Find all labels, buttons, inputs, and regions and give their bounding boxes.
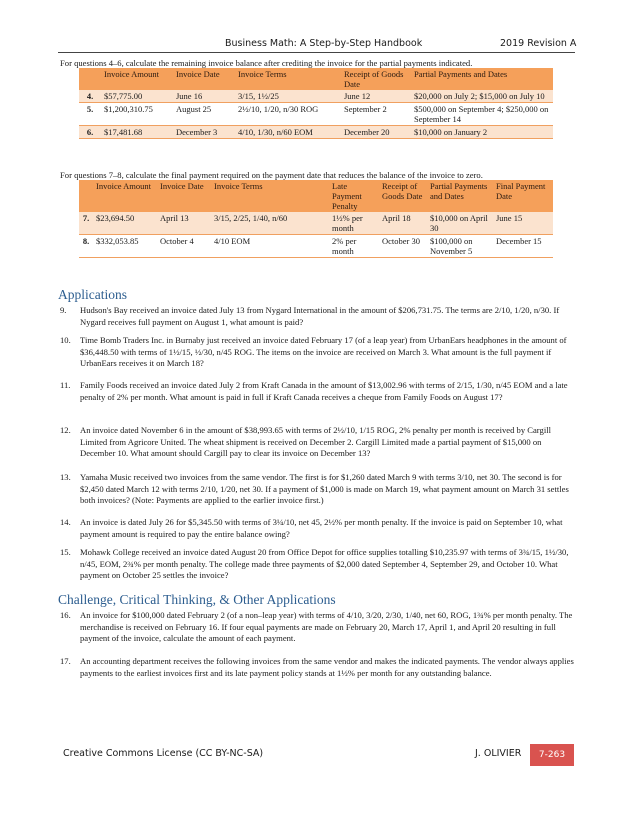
- question-text: Time Bomb Traders Inc. in Burnaby just received an invoice dated February 17 (of a leap year) from UrbanEars headphones in the amount of $36,448.50 with terms of 1½/15, ½/30, n/45 ROG. The items on the invoice are received on March 3. What amount is the full payment if UrbanEars receives it on March 18?: [80, 335, 567, 368]
- row-number: 8.: [79, 235, 93, 258]
- invoice-amount: $332,053.85: [93, 235, 157, 258]
- table1-intro: For questions 4–6, calculate the remaining invoice balance after crediting the invoice for the partial payments indicated.: [60, 58, 473, 68]
- question-item: [60, 656, 575, 679]
- col-invoice-date: Invoice Date: [157, 180, 211, 212]
- invoice-amount: $57,775.00: [101, 90, 173, 103]
- invoice-terms: 2½/10, 1/20, n/30 ROG: [235, 103, 341, 126]
- question-text: Mohawk College received an invoice dated August 20 from Office Depot for office supplies totalling $10,235.97 with terms of 3¾/15, 1½/30, n/45, EOM, 2¾% per month penalty. The college made three payments of $2,000 dated September 4, September 29, and October 10. What payment on October 25 settles the invoice?: [80, 547, 569, 580]
- license-text: Creative Commons License (CC BY-NC-SA): [63, 748, 264, 759]
- col-invoice-amount: Invoice Amount: [101, 68, 173, 90]
- section-title-challenge: Challenge, Critical Thinking, & Other Applications: [58, 592, 336, 607]
- partial-payments: $10,000 on January 2: [411, 126, 553, 139]
- section-title-applications: Applications: [58, 287, 127, 302]
- question-number: 15.: [60, 547, 71, 557]
- question-text: Family Foods received an invoice dated July 2 from Kraft Canada in the amount of $13,002.96 with terms of 2/15, 1/30, n/45 EOM and a late penalty of 2% per month. What amount is paid in full if Kraft Canada receives a cheque from Family Foods on August 17?: [80, 380, 568, 402]
- row-number: 4.: [79, 90, 101, 103]
- question-item: [60, 517, 575, 540]
- col-partial-payments: Partial Payments and Dates: [411, 68, 553, 90]
- table2-header-row: [79, 180, 553, 212]
- col-partial-payments: Partial Payments and Dates: [427, 180, 493, 212]
- col-invoice-terms: Invoice Terms: [211, 180, 329, 212]
- invoice-date: April 13: [157, 212, 211, 235]
- invoice-amount: $23,694.50: [93, 212, 157, 235]
- question-number: 13.: [60, 472, 71, 482]
- receipt-date: December 20: [341, 126, 411, 139]
- question-item: [60, 425, 575, 460]
- partial-payments: $100,000 on November 5: [427, 235, 493, 258]
- question-text: An invoice is dated July 26 for $5,345.50 with terms of 3¼/10, net 45, 2½% per month penalty. If the invoice is paid on September 10, what payment amount is required to pay the entire balance owing?: [80, 517, 563, 539]
- question-item: [60, 547, 575, 582]
- receipt-date: June 12: [341, 90, 411, 103]
- col-invoice-date: Invoice Date: [173, 68, 235, 90]
- invoice-date: August 25: [173, 103, 235, 126]
- row-number: 6.: [79, 126, 101, 139]
- invoice-table-2: [79, 180, 553, 258]
- col-late-penalty: Late Payment Penalty: [329, 180, 379, 212]
- row-number: 7.: [79, 212, 93, 235]
- question-number: 12.: [60, 425, 71, 435]
- table-row: [79, 126, 553, 139]
- final-payment-date: December 15: [493, 235, 553, 258]
- final-payment-date: June 15: [493, 212, 553, 235]
- question-text: An accounting department receives the following invoices from the same vendor and makes the indicated payments. The vendor always applies payments to the earliest invoices first and its late payment policy stands at 1½% per month for any outstanding balance.: [80, 656, 574, 678]
- question-item: [60, 380, 575, 403]
- col-num: [79, 68, 101, 90]
- author-name: J. OLIVIER: [475, 748, 522, 759]
- revision-label: 2019 Revision A: [500, 38, 577, 49]
- invoice-date: June 16: [173, 90, 235, 103]
- invoice-terms: 4/10 EOM: [211, 235, 329, 258]
- book-title: Business Math: A Step-by-Step Handbook: [225, 38, 423, 49]
- question-number: 17.: [60, 656, 71, 666]
- col-num: [79, 180, 93, 212]
- question-number: 9.: [60, 305, 67, 315]
- table-row: [79, 212, 553, 235]
- question-text: An invoice dated November 6 in the amount of $38,993.65 with terms of 2½/10, 1/15 ROG, 2% penalty per month is received by Cargill Limited from Agricore United. The wheat shipment is received on December 2. Cargill Limited made a partial payment of $15,000 on December 10. What amount should Cargill pay to clear its invoice on December 13?: [80, 425, 551, 458]
- invoice-amount: $17,481.68: [101, 126, 173, 139]
- invoice-date: October 4: [157, 235, 211, 258]
- receipt-date: April 18: [379, 212, 427, 235]
- table-row: [79, 103, 553, 126]
- col-invoice-amount: Invoice Amount: [93, 180, 157, 212]
- row-number: 5.: [79, 103, 101, 126]
- question-number: 14.: [60, 517, 71, 527]
- question-text: Yamaha Music received two invoices from the same vendor. The first is for $1,260 dated March 9 with terms 3/10, net 30. The second is for $2,450 dated March 12 with terms 2/10, 1/20, net 30. If a payment of $1,000 is made on March 19, what payment amount on March 31 settles both invoices? (Note: Payments are applied to the earlier invoice first.): [80, 472, 569, 505]
- invoice-terms: 4/10, 1/30, n/60 EOM: [235, 126, 341, 139]
- invoice-terms: 3/15, 1½/25: [235, 90, 341, 103]
- late-penalty: 1½% per month: [329, 212, 379, 235]
- question-item: [60, 610, 575, 645]
- page-header: [0, 38, 630, 52]
- col-final-payment-date: Final Payment Date: [493, 180, 553, 212]
- col-invoice-terms: Invoice Terms: [235, 68, 341, 90]
- receipt-date: October 30: [379, 235, 427, 258]
- table2-intro: For questions 7–8, calculate the final payment required on the payment date that reduces the balance of the invoice to zero.: [60, 170, 483, 180]
- col-receipt-date: Receipt of Goods Date: [341, 68, 411, 90]
- col-receipt-date: Receipt of Goods Date: [379, 180, 427, 212]
- question-item: [60, 335, 575, 370]
- invoice-date: December 3: [173, 126, 235, 139]
- table-row: [79, 90, 553, 103]
- receipt-date: September 2: [341, 103, 411, 126]
- header-rule: [58, 52, 575, 53]
- question-text: An invoice for $100,000 dated February 2 (of a non–leap year) with terms of 4/10, 3/20, 2/30, 1/40, net 60, ROG, 1¾% per month penalty. The merchandise is received on February 16. If four equal payments are made on February 20, March 17, April 1, and April 20 resulting in full payment of the invoice, calculate the amount of each payment.: [80, 610, 573, 643]
- invoice-terms: 3/15, 2/25, 1/40, n/60: [211, 212, 329, 235]
- invoice-table-1: [79, 68, 553, 139]
- question-number: 16.: [60, 610, 71, 620]
- question-number: 11.: [60, 380, 71, 390]
- page-footer: [0, 744, 630, 768]
- table1-header-row: [79, 68, 553, 90]
- question-number: 10.: [60, 335, 71, 345]
- partial-payments: $20,000 on July 2; $15,000 on July 10: [411, 90, 553, 103]
- invoice-amount: $1,200,310.75: [101, 103, 173, 126]
- page-number-badge: 7-263: [530, 744, 574, 766]
- table-row: [79, 235, 553, 258]
- question-item: [60, 305, 575, 328]
- partial-payments: $500,000 on September 4; $250,000 on September 14: [411, 103, 553, 126]
- late-penalty: 2% per month: [329, 235, 379, 258]
- partial-payments: $10,000 on April 30: [427, 212, 493, 235]
- question-item: [60, 472, 575, 507]
- question-text: Hudson's Bay received an invoice dated July 13 from Nygard International in the amount of $206,731.75. The terms are 2/10, 1/20, n/30. If Nygard receives full payment on August 1, what amount is paid?: [80, 305, 560, 327]
